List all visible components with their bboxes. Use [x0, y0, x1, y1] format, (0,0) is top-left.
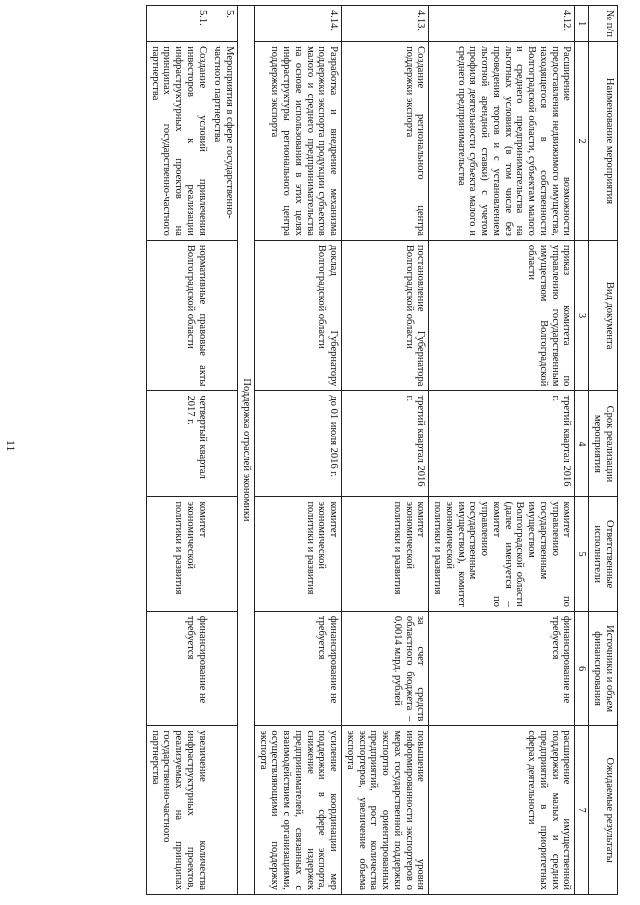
row-num: 4.13. — [342, 6, 429, 42]
col-number: 3 — [575, 240, 589, 391]
col-number: 1 — [575, 6, 589, 42]
header-doc: Вид документа — [589, 240, 618, 391]
row-term: третий квартал 2016 г. — [342, 391, 429, 497]
row-num: 5.1. — [146, 6, 209, 42]
row-name: Создание условий привлечения инвесторов к реализации инфраструктурных проектов на принципах государственно-частного партнерства — [146, 42, 209, 241]
row-doc: доклад Губернатору Волгоградской области — [254, 240, 341, 391]
row-num: 4.12. — [429, 6, 575, 42]
row-fin: финансирование не требуется — [429, 611, 575, 725]
col-number: 6 — [575, 611, 589, 725]
table-row — [429, 6, 575, 895]
row-fin: за счет средств областного бюджета – 0,0014 млрд. рублей — [342, 611, 429, 725]
row-resp: комитет по управлению государственным имуществом Волгоградской области (далее именуется – комитет по управлению государственным имуществом), комитет экономической политики и развития — [429, 497, 575, 611]
col-number: 2 — [575, 42, 589, 241]
header-fin: Источники и объем финансирования — [589, 611, 618, 725]
table-row — [210, 6, 238, 895]
table-row — [146, 6, 209, 895]
row-doc: постановление Губернатора Волгоградской области — [342, 240, 429, 391]
row-result: расширение имущественной поддержки малых и средних предприятий в приоритетных сферах деятельности — [429, 726, 575, 895]
row-name: Мероприятия в сфере государственно-частного партнерства — [210, 42, 238, 241]
header-row — [589, 6, 618, 895]
header-num: № п/п — [589, 6, 618, 42]
row-fin: финансирование не требуется — [254, 611, 341, 725]
row-term: третий квартал 2016 г. — [429, 391, 575, 497]
header-name: Наименование мероприятия — [589, 42, 618, 241]
header-term: Срок реализации мероприятия — [589, 391, 618, 497]
row-num: 4.14. — [254, 6, 341, 42]
row-doc: приказ комитета по управлению государственным имуществом Волгоградской области — [429, 240, 575, 391]
row-result: усиление координации мер поддержки в сфере экспорта, снижение издержек предпринимателей, связанных с взаимодействием с организациями, осуществляющими поддержку экспорта — [254, 726, 341, 895]
section-title: Поддержка отраслей экономики — [238, 6, 255, 895]
table-row — [342, 6, 429, 895]
row-resp: комитет экономической политики и развития — [254, 497, 341, 611]
table-row — [254, 6, 341, 895]
row-num: 5. — [210, 6, 238, 42]
row-name: Разработка и внедрение механизма поддержки экспорта продукции субъектов малого и среднего предпринимательства на основе использования в этих целях инфраструктуры регионального центра поддержки экспорта — [254, 42, 341, 241]
row-resp: комитет экономической политики и развития — [146, 497, 209, 611]
row-term: до 01 июля 2016 г. — [254, 391, 341, 497]
page-number: 11 — [4, 440, 18, 452]
row-term: четвертый квартал 2017 г. — [146, 391, 209, 497]
column-numbers-row — [575, 6, 589, 895]
header-resp: Ответственные исполнители — [589, 497, 618, 611]
header-result: Ожидаемые результаты — [589, 726, 618, 895]
measures-table — [146, 5, 618, 895]
row-doc: нормативные правовые акты Волгоградской области — [146, 240, 209, 391]
section-row — [238, 6, 255, 895]
col-number: 7 — [575, 726, 589, 895]
row-name: Создание регионального центра поддержки экспорта — [342, 42, 429, 241]
row-resp: комитет экономической политики и развития — [342, 497, 429, 611]
row-name: Расширение возможности предоставления недвижимого имущества, находящегося в собственности Волгоградской области, субъектам малого и среднего предпринимательства на льготных условиях (в том числе без проведения торгов и с установлением льготной арендной ставки) с учетом профиля деятельности субъекта малого и среднего предпринимательства — [429, 42, 575, 241]
col-number: 4 — [575, 391, 589, 497]
row-result: увеличение количества инфраструктурных проектов, реализуемых на принципах государственно-частного партнерства — [146, 726, 209, 895]
col-number: 5 — [575, 497, 589, 611]
row-result: повышение уровня информированности экспортеров о мерах государственной поддержки экспортно ориентированных предприятий, рост количества экспортеров, увеличение объема экспорта — [342, 726, 429, 895]
row-fin: финансирование не требуется — [146, 611, 209, 725]
